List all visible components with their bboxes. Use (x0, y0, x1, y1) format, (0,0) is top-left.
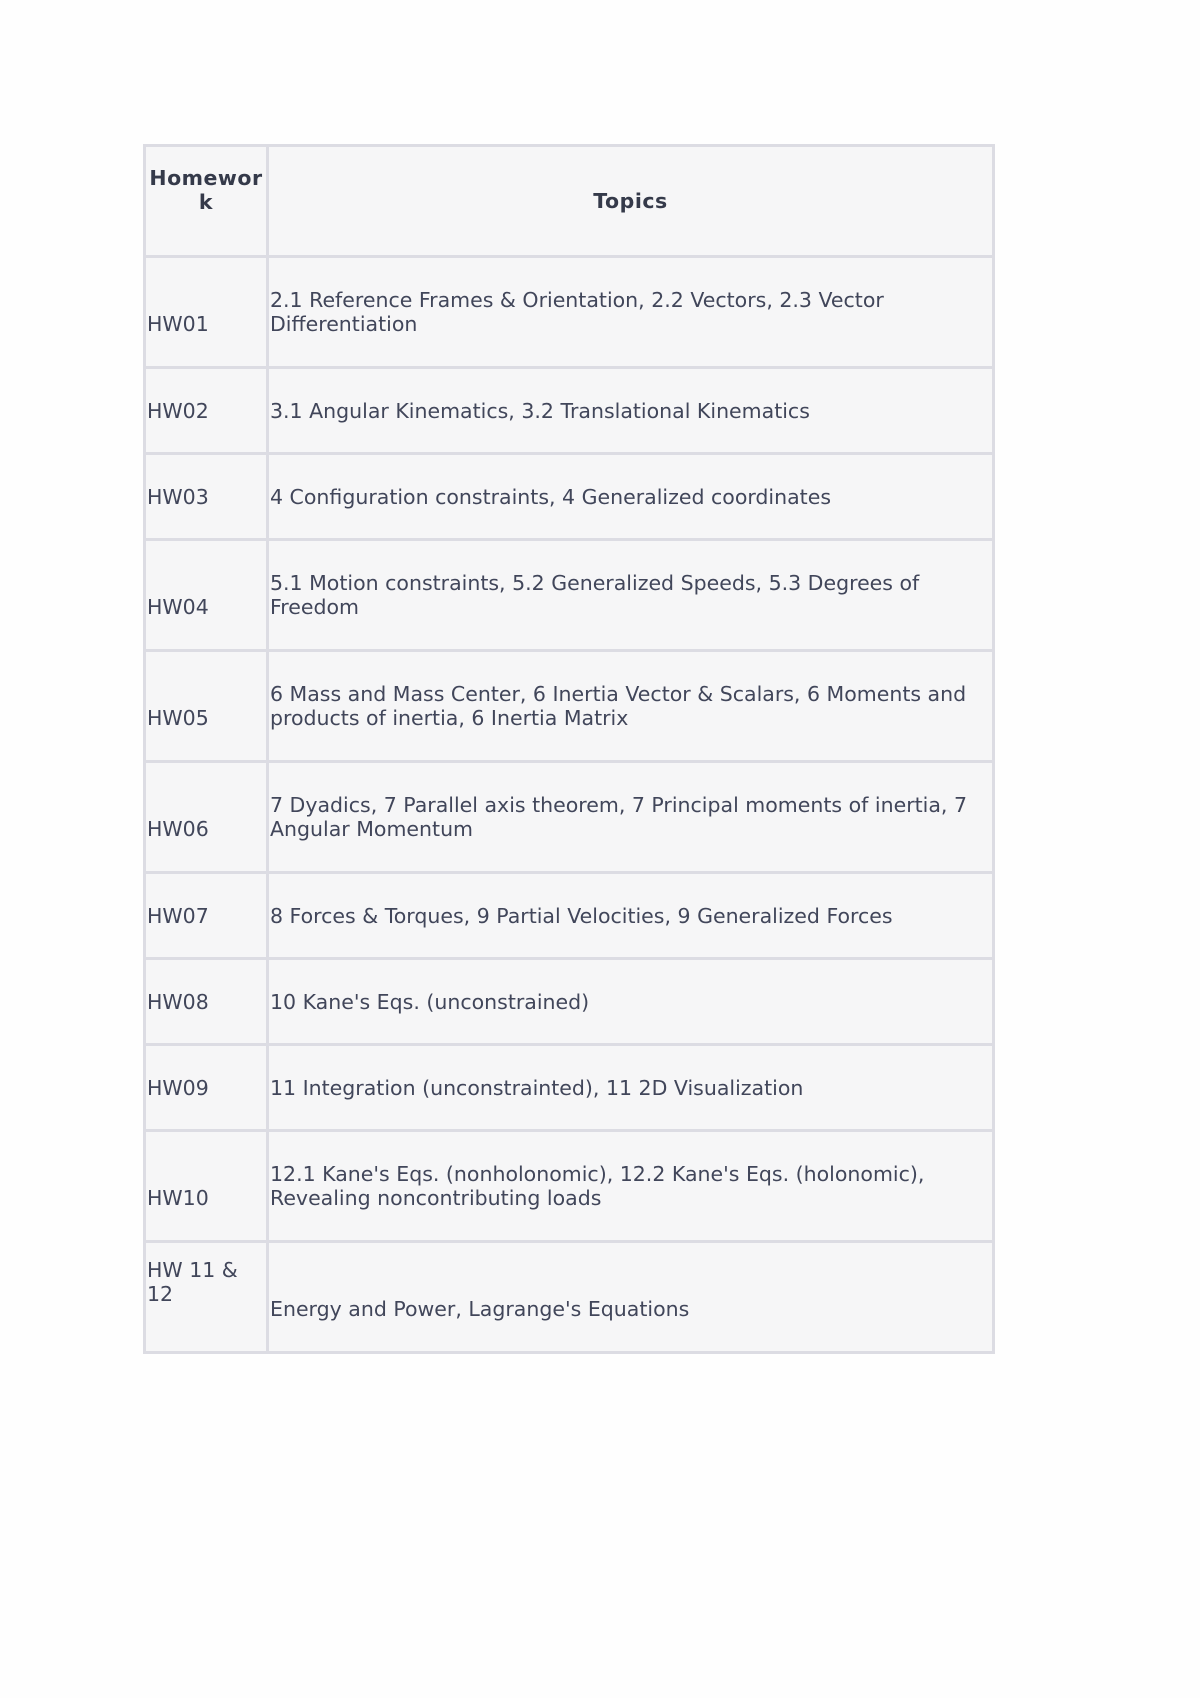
table-row (146, 1132, 995, 1243)
topics-cell: 8 Forces & Torques, 9 Partial Velocities, 9 Generalized Forces (269, 874, 995, 960)
homework-cell: HW01 (146, 258, 269, 369)
table-row (146, 874, 995, 960)
table-row (146, 960, 995, 1046)
topics-cell: Energy and Power, Lagrange's Equations (269, 1243, 995, 1354)
topics-cell: 2.1 Reference Frames & Orientation, 2.2 Vectors, 2.3 Vector Differentiation (269, 258, 995, 369)
homework-cell: HW09 (146, 1046, 269, 1132)
header-homework: Homework (146, 147, 269, 258)
table-row (146, 763, 995, 874)
homework-cell: HW07 (146, 874, 269, 960)
homework-cell: HW03 (146, 455, 269, 541)
homework-cell: HW10 (146, 1132, 269, 1243)
table-row (146, 652, 995, 763)
topics-cell: 12.1 Kane's Eqs. (nonholonomic), 12.2 Kane's Eqs. (holonomic), Revealing noncontributing loads (269, 1132, 995, 1243)
topics-cell: 4 Configuration constraints, 4 Generalized coordinates (269, 455, 995, 541)
table-row (146, 258, 995, 369)
table-row (146, 1243, 995, 1354)
homework-cell: HW05 (146, 652, 269, 763)
table-row (146, 1046, 995, 1132)
table-row (146, 455, 995, 541)
homework-cell: HW04 (146, 541, 269, 652)
homework-cell: HW08 (146, 960, 269, 1046)
homework-cell: HW02 (146, 369, 269, 455)
topics-cell: 11 Integration (unconstrainted), 11 2D Visualization (269, 1046, 995, 1132)
topics-cell: 3.1 Angular Kinematics, 3.2 Translational Kinematics (269, 369, 995, 455)
topics-cell: 5.1 Motion constraints, 5.2 Generalized Speeds, 5.3 Degrees of Freedom (269, 541, 995, 652)
topics-cell: 10 Kane's Eqs. (unconstrained) (269, 960, 995, 1046)
homework-cell: HW 11 & 12 (146, 1243, 269, 1354)
table-row (146, 541, 995, 652)
header-topics: Topics (269, 147, 995, 258)
homework-cell: HW06 (146, 763, 269, 874)
homework-topics-table (143, 144, 995, 1354)
topics-cell: 6 Mass and Mass Center, 6 Inertia Vector & Scalars, 6 Moments and products of inertia, 6 Inertia Matrix (269, 652, 995, 763)
table-header-row (146, 147, 995, 258)
topics-cell: 7 Dyadics, 7 Parallel axis theorem, 7 Principal moments of inertia, 7 Angular Momentum (269, 763, 995, 874)
table-row (146, 369, 995, 455)
